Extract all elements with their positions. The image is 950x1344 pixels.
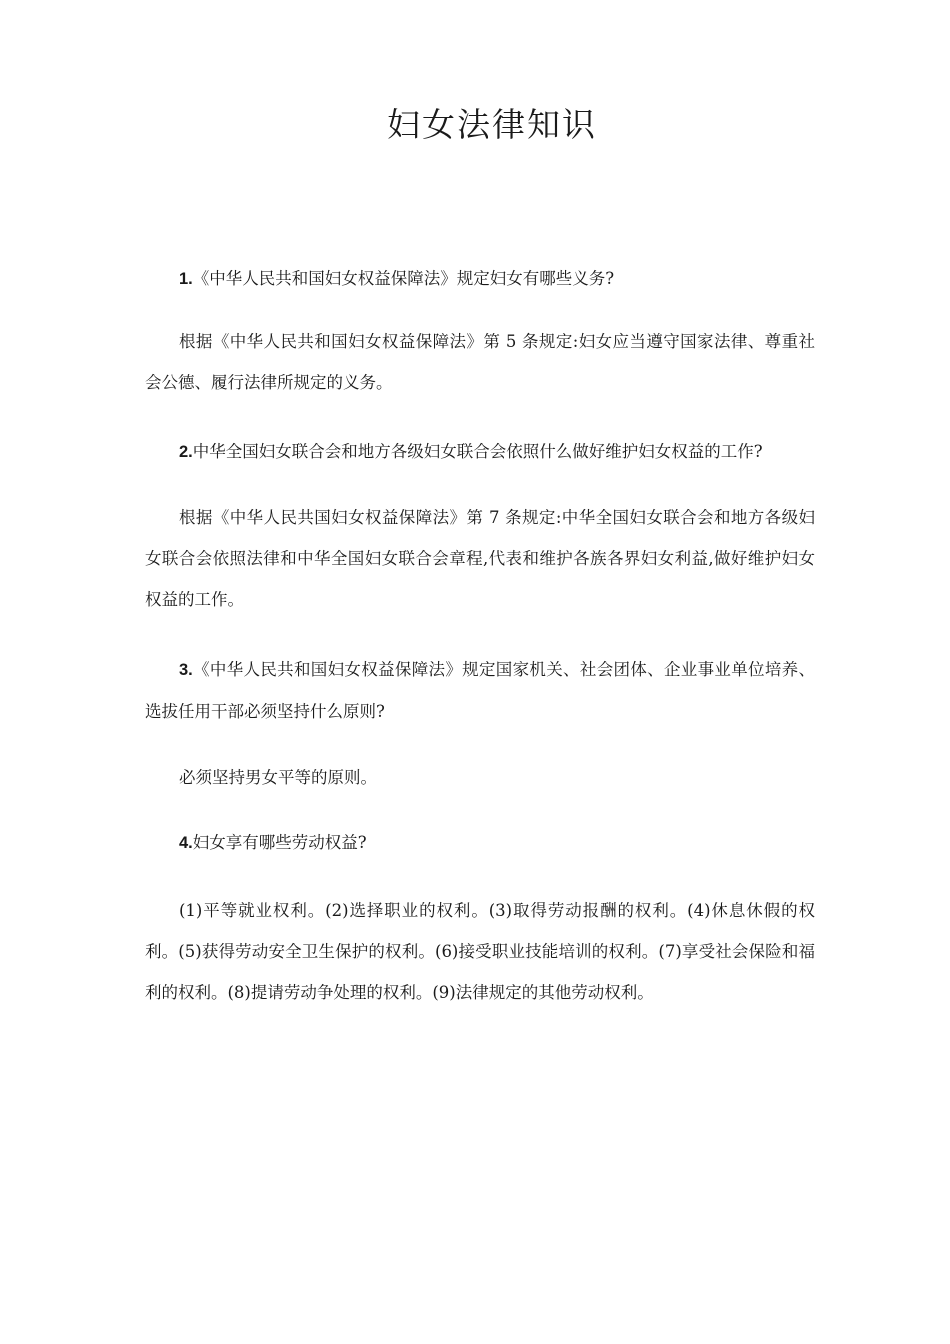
document-title: 妇女法律知识 bbox=[387, 105, 597, 144]
question-number: 3. bbox=[179, 661, 193, 679]
answer-1: 根据《中华人民共和国妇女权益保障法》第 5 条规定:妇女应当遵守国家法律、尊重社会公德、履行法律所规定的义务。 bbox=[145, 332, 815, 392]
question-4 bbox=[145, 822, 815, 864]
question-number: 1. bbox=[179, 270, 193, 288]
question-3 bbox=[145, 649, 815, 732]
answer-3: 必须坚持男女平等的原则。 bbox=[179, 768, 377, 787]
question-text: 中华全国妇女联合会和地方各级妇女联合会依照什么做好维护妇女权益的工作? bbox=[192, 442, 763, 461]
question-number: 2. bbox=[179, 443, 193, 461]
question-2 bbox=[145, 431, 815, 473]
question-text: 妇女享有哪些劳动权益? bbox=[192, 833, 367, 852]
question-text: 《中华人民共和国妇女权益保障法》规定妇女有哪些义务? bbox=[192, 269, 615, 288]
answer-4: (1)平等就业权利。(2)选择职业的权利。(3)取得劳动报酬的权利。(4)休息休假的权利。(5)获得劳动安全卫生保护的权利。(6)接受职业技能培训的权利。(7)享受社会保险和福利的权利。(8)提请劳动争处理的权利。(9)法律规定的其他劳动权利。 bbox=[145, 901, 815, 1002]
question-text: 《中华人民共和国妇女权益保障法》规定国家机关、社会团体、企业事业单位培养、选拔任用干部必须坚持什么原则? bbox=[145, 660, 815, 721]
question-1 bbox=[145, 258, 815, 300]
question-number: 4. bbox=[179, 834, 193, 852]
answer-2: 根据《中华人民共国妇女权益保障法》第 7 条规定:中华全国妇女联合会和地方各级妇女联合会依照法律和中华全国妇女联合会章程,代表和维护各族各界妇女利益,做好维护妇女权益的工作。 bbox=[145, 508, 815, 609]
